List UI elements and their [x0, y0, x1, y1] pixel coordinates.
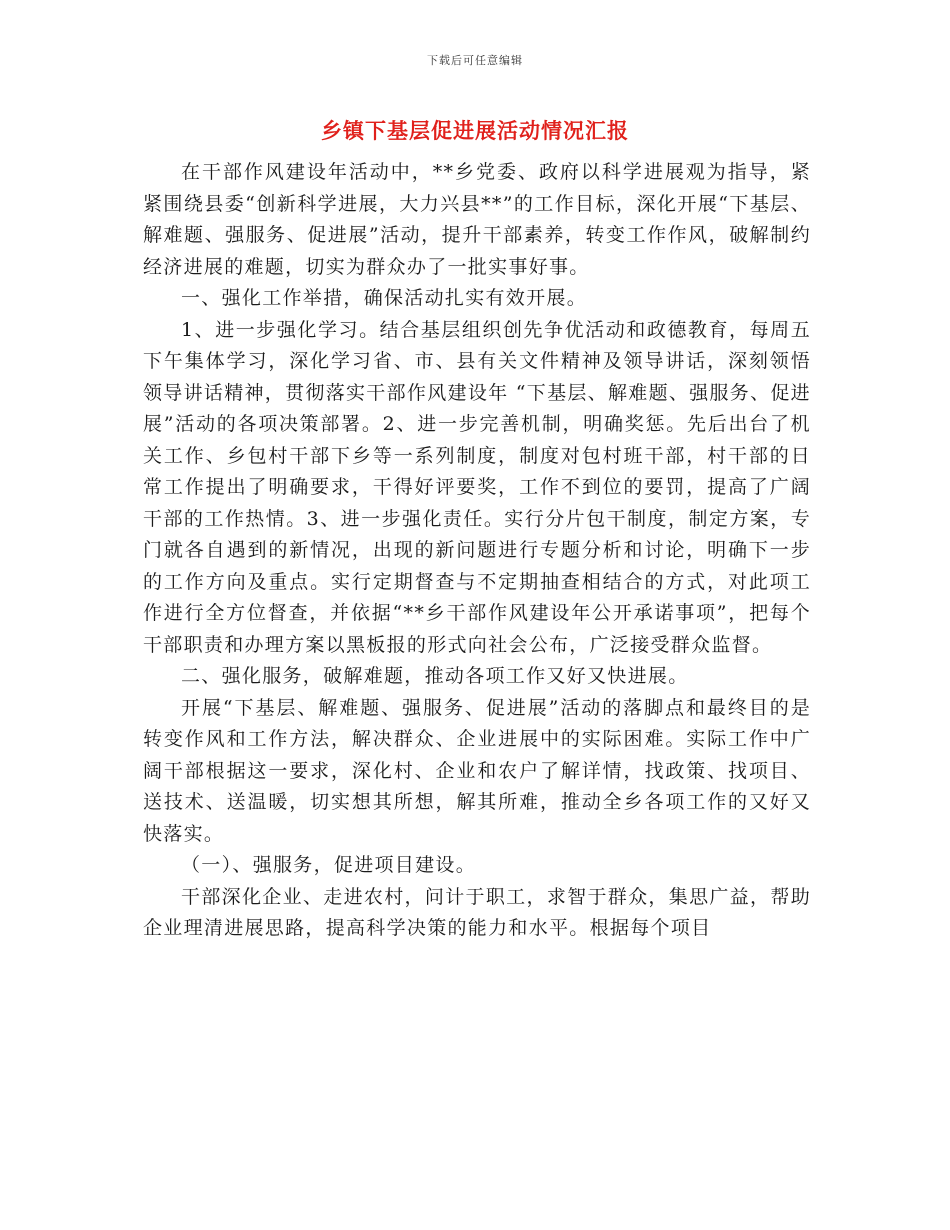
section-heading: 一、强化工作举措，确保活动扎实有效开展。	[181, 287, 588, 309]
section-heading: 二、强化服务，破解难题，推动各项工作又好又快进展。	[181, 665, 689, 687]
document-body	[143, 157, 811, 945]
paragraph: 1、进一步强化学习。结合基层组织创先争优活动和政德教育，每周五下午集体学习，深化学习省、市、县有关文件精神及领导讲话，深刻领悟领导讲话精神，贯彻落实干部作风建设年 “下基层、解难题、强服务、促进展”活动的各项决策部署。2、进一步完善机制，明确奖惩。先后出台了机关工作、乡包村干部下乡等一系列制度，制度对包村班干部，村干部的日常工作提出了明确要求，干得好评要奖，工作不到位的要罚，提高了广阔干部的工作热情。3、进一步强化责任。实行分片包干制度，制定方案，专门就各自遇到的新情况，出现的新问题进行专题分析和讨论，明确下一步的工作方向及重点。实行定期督查与不定期抽查相结合的方式，对此项工作进行全方位督查，并依据“**乡干部作风建设年公开承诺事项”，把每个干部职责和办理方案以黑板报的形式向社会公布，广泛接受群众监督。	[143, 318, 811, 656]
subsection-heading: （一）、强服务，促进项目建设。	[181, 854, 477, 876]
paragraph: 干部深化企业、走进农村，问计于职工，求智于群众，集思广益，帮助企业理清进展思路，提高科学决策的能力和水平。根据每个项目	[143, 885, 811, 939]
paragraph: 开展“下基层、解难题、强服务、促进展”活动的落脚点和最终目的是转变作风和工作方法，解决群众、企业进展中的实际困难。实际工作中广阔干部根据这一要求，深化村、企业和农户了解详情，找政策、找项目、送技术、送温暖，切实想其所想，解其所难，推动全乡各项工作的又好又快落实。	[143, 696, 811, 845]
document-title: 乡镇下基层促进展活动情况汇报	[321, 119, 629, 143]
paragraph: 在干部作风建设年活动中，**乡党委、政府以科学进展观为指导，紧紧围绕县委“创新科学进展，大力兴县**”的工作目标，深化开展“下基层、解难题、强服务、促进展”活动，提升干部素养，转变工作作风，破解制约经济进展的难题，切实为群众办了一批实事好事。	[143, 161, 811, 278]
header-note: 下载后可任意编辑	[427, 54, 523, 67]
